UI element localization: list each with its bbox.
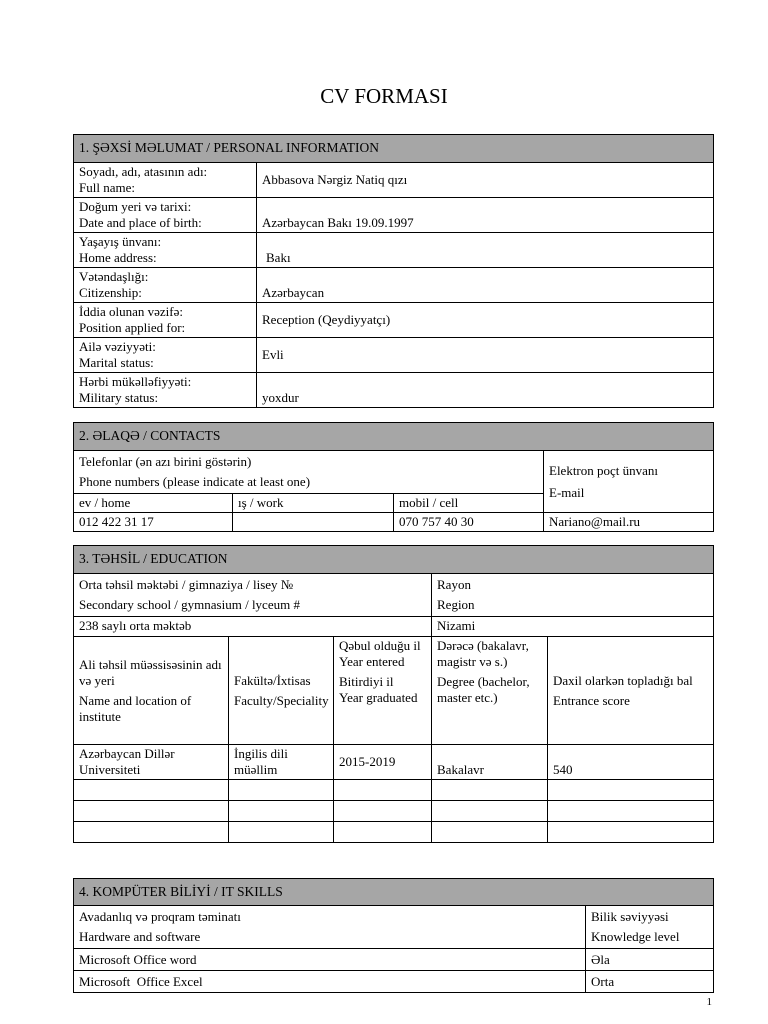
page-number: 1 — [706, 996, 712, 1008]
personal-row-marital — [74, 338, 714, 373]
label-en: Date and place of birth: — [79, 215, 202, 230]
education-table — [73, 545, 714, 843]
education-header: 3. TƏHSİL / EDUCATION — [74, 546, 714, 574]
it-skills-header: 4. KOMPÜTER BİLİYİ / IT SKILLS — [74, 879, 714, 906]
label-en: Home address: — [79, 250, 157, 265]
home-phone-value: 012 422 31 17 — [74, 513, 233, 532]
it-skill-row — [74, 949, 714, 971]
home-phone-label: ev / home — [74, 494, 233, 513]
school-value: 238 saylı orta məktəb — [74, 617, 432, 637]
label-en: Military status: — [79, 390, 159, 405]
secondary-label-az: Orta təhsil məktəbi / gimnaziya / lisey № — [79, 577, 294, 592]
label-az: Yaşayış ünvanı: — [79, 234, 162, 249]
label-en: Position applied for: — [79, 320, 186, 335]
military-value: yoxdur — [257, 373, 714, 408]
software-value: Microsoft Office Excel — [74, 971, 586, 993]
col-year-graduated-az: Bitirdiyi il — [339, 674, 394, 689]
personal-row-fullname — [74, 163, 714, 198]
position-value: Reception (Qeydiyyatçı) — [257, 303, 714, 338]
degree-value: Bakalavr — [432, 745, 548, 780]
years-value: 2015-2019 — [334, 745, 432, 780]
email-value: Nariano@mail.ru — [544, 513, 714, 532]
label-en: Full name: — [79, 180, 135, 195]
col-year-entered-az: Qəbul olduğu il — [339, 638, 421, 653]
university-value: Azərbaycan Dillər Universiteti — [74, 745, 229, 780]
level-value: Orta — [586, 971, 714, 993]
rayon-label: Rayon — [437, 577, 471, 592]
personal-row-military — [74, 373, 714, 408]
education-empty-row — [74, 801, 714, 822]
mobile-phone-label: mobil / cell — [394, 494, 544, 513]
mobile-phone-value: 070 757 40 30 — [394, 513, 544, 532]
education-column-headers — [74, 637, 714, 745]
software-label-en: Hardware and software — [79, 929, 201, 944]
label-az: İddia olunan vəzifə: — [79, 304, 183, 319]
col-year-graduated-en: Year graduated — [339, 690, 418, 705]
secondary-label-en: Secondary school / gymnasium / lyceum # — [79, 597, 300, 612]
document-title: CV FORMASI — [320, 84, 448, 108]
it-skill-row — [74, 971, 714, 993]
personal-row-citizenship — [74, 268, 714, 303]
address-value: Bakı — [257, 233, 714, 268]
col-institute-az: Ali təhsil müəssisəsinin adı və yeri — [79, 656, 222, 688]
phones-label-en: Phone numbers (please indicate at least one) — [79, 474, 311, 489]
email-label-en: E-mail — [549, 484, 585, 500]
work-phone-value — [233, 513, 394, 532]
label-en: Marital status: — [79, 355, 154, 370]
email-label-az: Elektron poçt ünvanı — [549, 462, 659, 478]
region-label: Region — [437, 597, 475, 612]
label-en: Citizenship: — [79, 285, 142, 300]
education-empty-row — [74, 780, 714, 801]
contacts-table — [73, 422, 714, 532]
region-value: Nizami — [432, 617, 714, 637]
col-degree-en: Degree (bachelor, master etc.) — [437, 674, 530, 705]
work-phone-label: ış / work — [233, 494, 394, 513]
label-az: Ailə vəziyyəti: — [79, 339, 156, 354]
phones-label-az: Telefonlar (ən azı birini göstərin) — [79, 454, 252, 469]
level-label-az: Bilik səviyyəsi — [591, 909, 669, 924]
level-value: Əla — [586, 949, 714, 971]
col-faculty-az: Fakültə/İxtisas — [234, 672, 311, 688]
label-az: Vətəndaşlığı: — [79, 269, 149, 284]
label-az: Doğum yeri və tarixi: — [79, 199, 192, 214]
col-score-en: Entrance score — [553, 692, 630, 708]
col-score-az: Daxil olarkən topladığı bal — [553, 672, 693, 688]
it-skills-table — [73, 878, 714, 993]
label-az: Soyadı, adı, atasının adı: — [79, 164, 208, 179]
level-label-en: Knowledge level — [591, 929, 680, 944]
score-value: 540 — [548, 745, 714, 780]
col-degree-az: Dərəcə (bakalavr, magistr və s.) — [437, 638, 529, 669]
citizenship-value: Azərbaycan — [257, 268, 714, 303]
col-institute-en: Name and location of institute — [79, 692, 192, 724]
software-label-az: Avadanlıq və proqram təminatı — [79, 909, 241, 924]
col-year-entered-en: Year entered — [339, 654, 405, 669]
full-name-value: Abbasova Nərgiz Natiq qızı — [257, 163, 714, 198]
personal-row-address — [74, 233, 714, 268]
education-row — [74, 745, 714, 780]
birth-value: Azərbaycan Bakı 19.09.1997 — [257, 198, 714, 233]
col-faculty-en: Faculty/Speciality — [234, 692, 329, 708]
personal-row-position — [74, 303, 714, 338]
personal-info-table — [73, 134, 714, 408]
education-empty-row — [74, 822, 714, 843]
label-az: Hərbi mükəlləfiyyəti: — [79, 374, 192, 389]
contacts-header: 2. ƏLAQƏ / CONTACTS — [74, 423, 714, 451]
software-value: Microsoft Office word — [74, 949, 586, 971]
faculty-value: İngilis dili müəllim — [229, 745, 334, 780]
personal-info-header: 1. ŞƏXSİ MƏLUMAT / PERSONAL INFORMATION — [74, 135, 714, 163]
marital-value: Evli — [257, 338, 714, 373]
personal-row-birth — [74, 198, 714, 233]
